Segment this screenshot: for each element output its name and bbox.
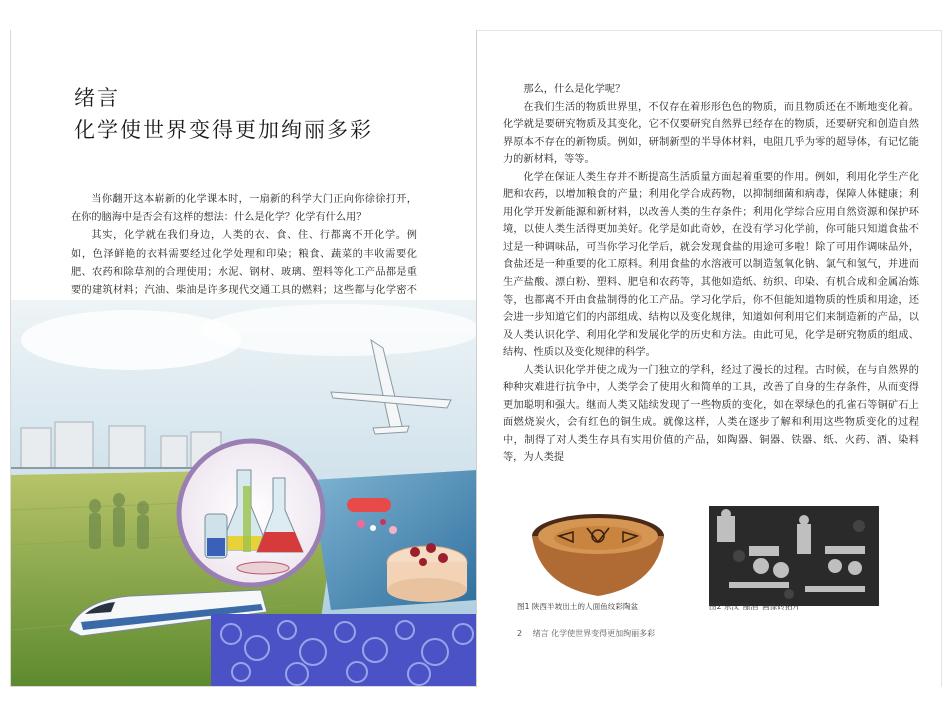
- intro-paragraph: 其实，化学就在我们身边，人类的衣、食、住、行都离不开化学。例如，色泽鲜艳的衣料需要经过化学处理和印染；粮食、蔬菜的丰收需要化肥、农药和除草剂的合理使用；水泥、钢材、玻璃、塑料等化工产品都是重要的建筑材料；汽油、柴油是许多现代交通工具的燃料；这些都与化学密不: [71, 230, 417, 297]
- right-page: [476, 30, 942, 687]
- page-number: 2: [517, 629, 523, 638]
- figure-1-caption: 图1 陕西半坡出土的人面鱼纹彩陶盆: [517, 602, 639, 611]
- running-head: 绪言 化学使世界变得更加绚丽多彩: [532, 629, 656, 638]
- figure-2-caption: 图2 东汉“酿酒”画像砖拓片: [709, 602, 801, 611]
- page-footer: [517, 628, 655, 639]
- chapter-label: 绪言: [74, 86, 120, 110]
- chemistry-collage-image: [11, 300, 477, 686]
- body-paragraph: 那么，什么是化学呢？: [523, 84, 626, 95]
- painted-pottery-basin-photo: [529, 501, 667, 611]
- body-paragraph: 在我们生活的物质世界里，不仅存在着形形色色的物质，而且物质还在不断地变化着。化学就是要研究物质及其变化，它不仅要研究自然界已经存在的物质，还要研究和创造自然界原本不存在的新物质。例如，研制新型的半导体材料，电阻几乎为零的超导体，有记忆能力的新材料，等等。: [503, 101, 919, 166]
- wine-making-brick-rubbing-photo: [709, 501, 879, 611]
- intro-paragraph: 当你翻开这本崭新的化学课本时，一扇新的科学大门正向你徐徐打开，在你的脑海中是否会有这样的想法：什么是化学？化学有什么用？: [71, 194, 417, 224]
- body-paragraph: 化学在保证人类生存并不断提高生活质量方面起着重要的作用。例如，利用化学生产化肥和农药，以增加粮食的产量；利用化学合成药物，以抑制细菌和病毒，保障人体健康；利用化学开发新能源和新材料，以改善人类的生存条件；利用化学综合应用自然资源和保护环境，以使人类生活得更加美好。化学是如此奇妙，在没有学习化学前，你可能只知道食盐不过是一种调味品，可当你学习化学后，就会发现食盐的用途可多啦！除了可用作调味品外，食盐还是一种重要的化工原料。利用食盐的水溶液可以制造氢氧化钠、氯气和氢气，并进而生产盐酸、漂白粉、塑料、肥皂和农药等，其他如造纸、纺织、印染、有机合成和金属冶炼等，也都离不开由食盐制得的化工产品。学习化学后，你不但能知道物质的性质和用途，还会进一步知道它们的内部组成、结构以及变化规律，知道如何利用它们来制造新的产品，以及人类认识化学、利用化学和发展化学的历史和方法。由此可见，化学是研究物质的组成、结构、性质以及变化规律的科学。: [503, 171, 919, 359]
- chapter-title: 化学使世界变得更加绚丽多彩: [74, 118, 373, 142]
- body-paragraph: 人类认识化学并使之成为一门独立的学科，经过了漫长的过程。古时候，在与自然界的种种灾难进行抗争中，人类学会了使用火和简单的工具，改善了自身的生存条件，从而变得更加聪明和强大。继而人类又陆续发现了一些物质的变化，如在翠绿色的孔雀石等铜矿石上面燃烧炭火，会有红色的铜生成。就像这样，人类在逐步了解和利用这些物质变化的过程中，制得了对人类生存具有实用价值的产品，如陶器、铜器、铁器、纸、火药、酒、染料等，为人类提: [503, 364, 919, 464]
- body-text: [503, 81, 919, 467]
- left-page: [10, 30, 477, 687]
